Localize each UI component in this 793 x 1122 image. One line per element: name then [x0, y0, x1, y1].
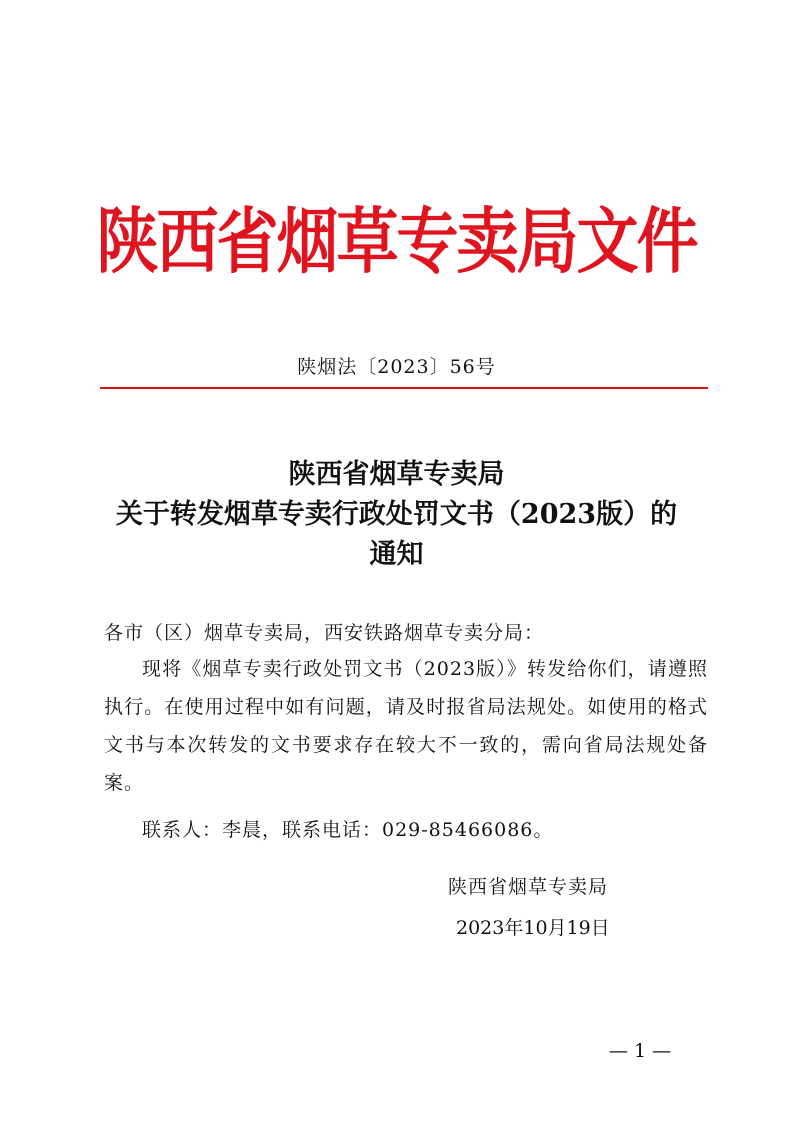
red-divider-line: [100, 387, 708, 389]
signature-organization: 陕西省烟草专卖局: [448, 876, 609, 898]
notice-title-line-2: 关于转发烟草专卖行政处罚文书（2023版）的: [115, 499, 678, 530]
document-number: 陕烟法〔2023〕56号: [297, 356, 496, 378]
document-header-title: 陕西省烟草专卖局文件: [96, 199, 697, 284]
addressee: 各市（区）烟草专卖局，西安铁路烟草专卖分局：: [104, 622, 545, 644]
page-number: — 1 —: [608, 1040, 672, 1062]
contact-line: 联系人：李晨，联系电话：029-85466086。: [142, 819, 554, 841]
notice-title: [40, 455, 753, 575]
signature-date: 2023年10月19日: [456, 917, 610, 939]
notice-title-line-1: 陕西省烟草专卖局: [288, 459, 505, 490]
body-paragraph: 现将《烟草专卖行政处罚文书（2023版）》转发给你们，请遵照执行。在使用过程中如有问题，请及时报省局法规处。如使用的格式文书与本次转发的文书要求存在较大不一致的，需向省局法规处备案。: [104, 658, 708, 794]
notice-title-line-3: 通知: [369, 539, 424, 570]
